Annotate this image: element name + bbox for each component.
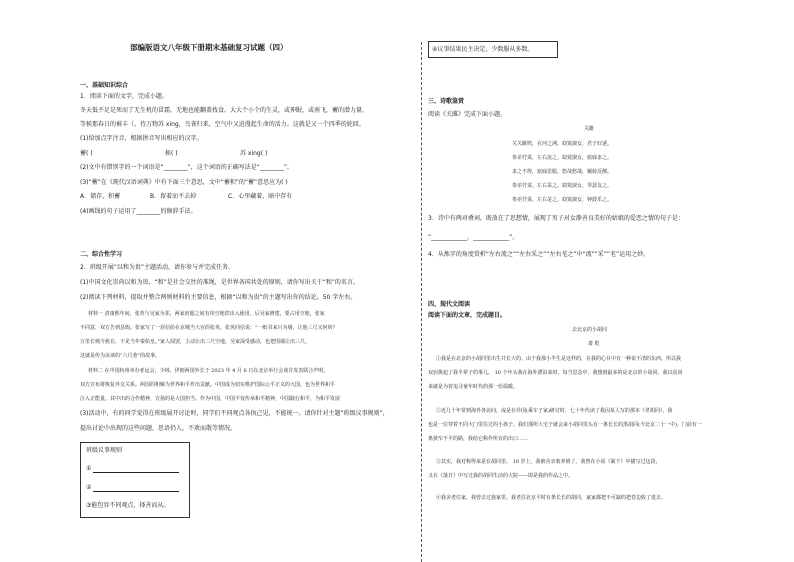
article-title: 去北京的小胡同: [572, 327, 608, 333]
question-1-3: (3)“蓄”在《现代汉语词典》中有下面三个意思，文中“蓄积”的“蓄”意思应为( ): [80, 179, 288, 186]
section3-heading: 三、诗歌鉴赏: [428, 98, 465, 105]
rules-box: [80, 442, 190, 518]
answer-item: 苏 xing( ): [240, 150, 268, 157]
article-paragraph: 也是一位穿着不同大门里住过的小孩子。我们那所大宅子就会来小胡同里头有一条长长的黑胡同(今北京二十一中)，门前有一: [428, 422, 702, 428]
rules-box-title: 班级议事规则: [86, 447, 123, 454]
section4-intro: 阅读下面的文章，完成题目。: [428, 312, 507, 319]
question-1-4: (4)画线的句子运用了________的修辞手法。: [80, 208, 197, 215]
answer-item: 候( ): [165, 150, 178, 157]
material-line: 这就是传为美谈的“六尺巷”的故事。: [80, 353, 161, 359]
material-line: 万里长城今犹在，不见当年秦始皇。”家人阅罢，主动让出三尺空地。吴家深受感动，也把围墙让出三尺。: [80, 339, 311, 345]
material-line: 材料二 在中国杭州举办亚运会，少林、伊朗两国外长于 2023 年 4 月 6 日在北京举行会谈并发表联合声明，: [88, 368, 329, 374]
passage-line: 冬天低不足是死而了无生机的冒霜，无地也能翻盖找食。大大个小个的生灵，或伸眠，或南飞，蓄的潜力量，: [80, 107, 369, 114]
q2-intro: 2．班级开展“以和为贵”主题活动，请你参与并完成任务。: [80, 264, 235, 271]
page-title: 部编版语文八年级下册期末基础复习试题（四）: [130, 43, 288, 52]
article-paragraph: 来就是为着追寻童年时代的那一份温暖。: [428, 384, 519, 390]
rule-item: ②: [86, 484, 179, 492]
article-paragraph: ①我是在北京的小胡同里出生并长大的。由于我那小半生是这样的，在我的心目中有一种说不清的东西，所以我: [436, 356, 682, 362]
material-line: 材料一 清康熙年间，张英与吴家为邻，两家府邸之间有块空地供出入使用。后吴家修建，要占用空地，张家: [88, 311, 325, 317]
answer-box-text: ④议事结果民主决定，少数服从多数。: [432, 46, 534, 53]
section4-heading: 四、现代文阅读: [428, 301, 471, 308]
poem-line: 求之不得，寤寐思服。悠哉悠哉，辗转反侧。: [512, 169, 613, 175]
section3-intro: 阅读《关雎》完成下面小题。: [428, 111, 507, 118]
poem-line: 参差荇菜，左右流之。窈窕淑女，寤寐求之。: [512, 155, 613, 161]
passage-line: 等候那春日的被丰（。待万物苏 xing，鸟雀归来，空气中又迸漫起生命的活力。这就是又一个四季的轮回。: [80, 121, 365, 128]
q3-line: 提出讨论中出现的这些问题，思语仍人，不欢而散等情况。: [80, 425, 237, 432]
question-1-1: (1)给加点字注音，根据拼音写出相应的汉字。: [80, 135, 203, 142]
option-a: A．储存，积蓄: [80, 193, 121, 200]
answer-box: [428, 41, 558, 58]
article-author: 萧 乾: [588, 341, 600, 347]
poem-line: 关关雎鸠，在河之洲。窈窕淑女，君子好逑。: [512, 141, 613, 147]
poem-line: 参差荇菜，左右采之。窈窕淑女，琴瑟友之。: [512, 183, 613, 189]
article-paragraph: 又在《落日》中写过我的胡同生活的大院——即是我的作品之中。: [428, 473, 574, 479]
article-paragraph: 条狭窄不平的路，我给它称作所有的出口……: [428, 436, 529, 442]
question-3-blank: “____________，____________”。: [428, 234, 519, 241]
article-paragraph: ④我舍老住家，我曾去过我家里。我老往北京平时有条长长的胡同，家家都把不可缺的把卷边收了进去。: [436, 495, 667, 501]
rule-item: ③能包容不同观点，择善而从。: [86, 502, 170, 509]
q2-line: (1)中国文化崇尚以和为贵，“和”是社会交往的准绳，是世界各国共处的原则，请你写出关于“和”的名言。: [80, 279, 359, 286]
article-paragraph: ②近几十年常到海外各访问，或是在异国(乘车子家)研讨时，七十年代读了我因某人写的那本《老胡同》，我: [436, 408, 673, 414]
article-paragraph: ③其实，我对称得来是在胡同里。 10 岁上，我被舍亲收养到了。我曾在小说《篱下》中描写过这段，: [436, 459, 661, 465]
question-3: 3．诗中有两对叠词，既放在了思想情，展现了男子对女静善良美好的姑娘的爱恋之情的句子是：: [428, 215, 684, 222]
option-c: C．心里藏着，暗中存有: [228, 193, 293, 200]
question-4: 4．从炼字的角度赏析“左右流之”“左右采之”“左右芼之”中“流”“采”“芼”运用之妙。: [428, 251, 650, 258]
column-divider: [421, 42, 422, 562]
material-line: 注入正能量。其中出的合作精神，宣扬的是大国担当。作为中国，中国不仅传承和平精神，中国践行和平，为和平发展: [80, 396, 341, 402]
material-line: 不同意，双方告到县衙。张家写了一封信给在京城当大官的张英。张英回信说：“一纸书来只为墙，让他三尺又何妨？: [80, 325, 338, 331]
option-b: B．留着而不去掉: [150, 193, 197, 200]
rule-item: ①: [86, 465, 179, 473]
q2-line: (2)阅读下列材料，提取并整合两则材料的主要信息，根据“以和为贵”的主题写出你的结论。50 字左右。: [80, 294, 357, 301]
poem-title: 关雎: [584, 126, 595, 132]
section1-heading: 一、基础知识综合: [80, 82, 129, 89]
poem-line: 参差荇菜，左右芼之。窈窕淑女，钟鼓乐之。: [512, 197, 613, 203]
q1-intro: 1．阅读下面的文字，完成小题。: [80, 93, 168, 100]
question-1-2: (2)文中有错别字的一个词语是“________”，这个词语的正确写法是“________”。: [80, 164, 293, 171]
q3-line: (3)活动中，有的同学觉得在班级展开讨论时，同学们不同观点各执己见，不能统一。请你针对主题“班级议事规则”，: [80, 410, 389, 417]
section2-heading: 二、综合性学习: [80, 251, 123, 258]
material-line: 双方宣布将恢复外交关系。两国的和解为世界和平作出贡献。中国成为切实维护国际公平正义的大国，也为世界和平: [80, 382, 336, 388]
answer-item: 蓄( ): [80, 150, 93, 157]
article-paragraph: 双肩挑起了我半辈子的事儿。 10 个年头我在海外漂泊来时，每当思念中，我想到最多的是北京的小胡同。我以说回: [428, 370, 683, 376]
